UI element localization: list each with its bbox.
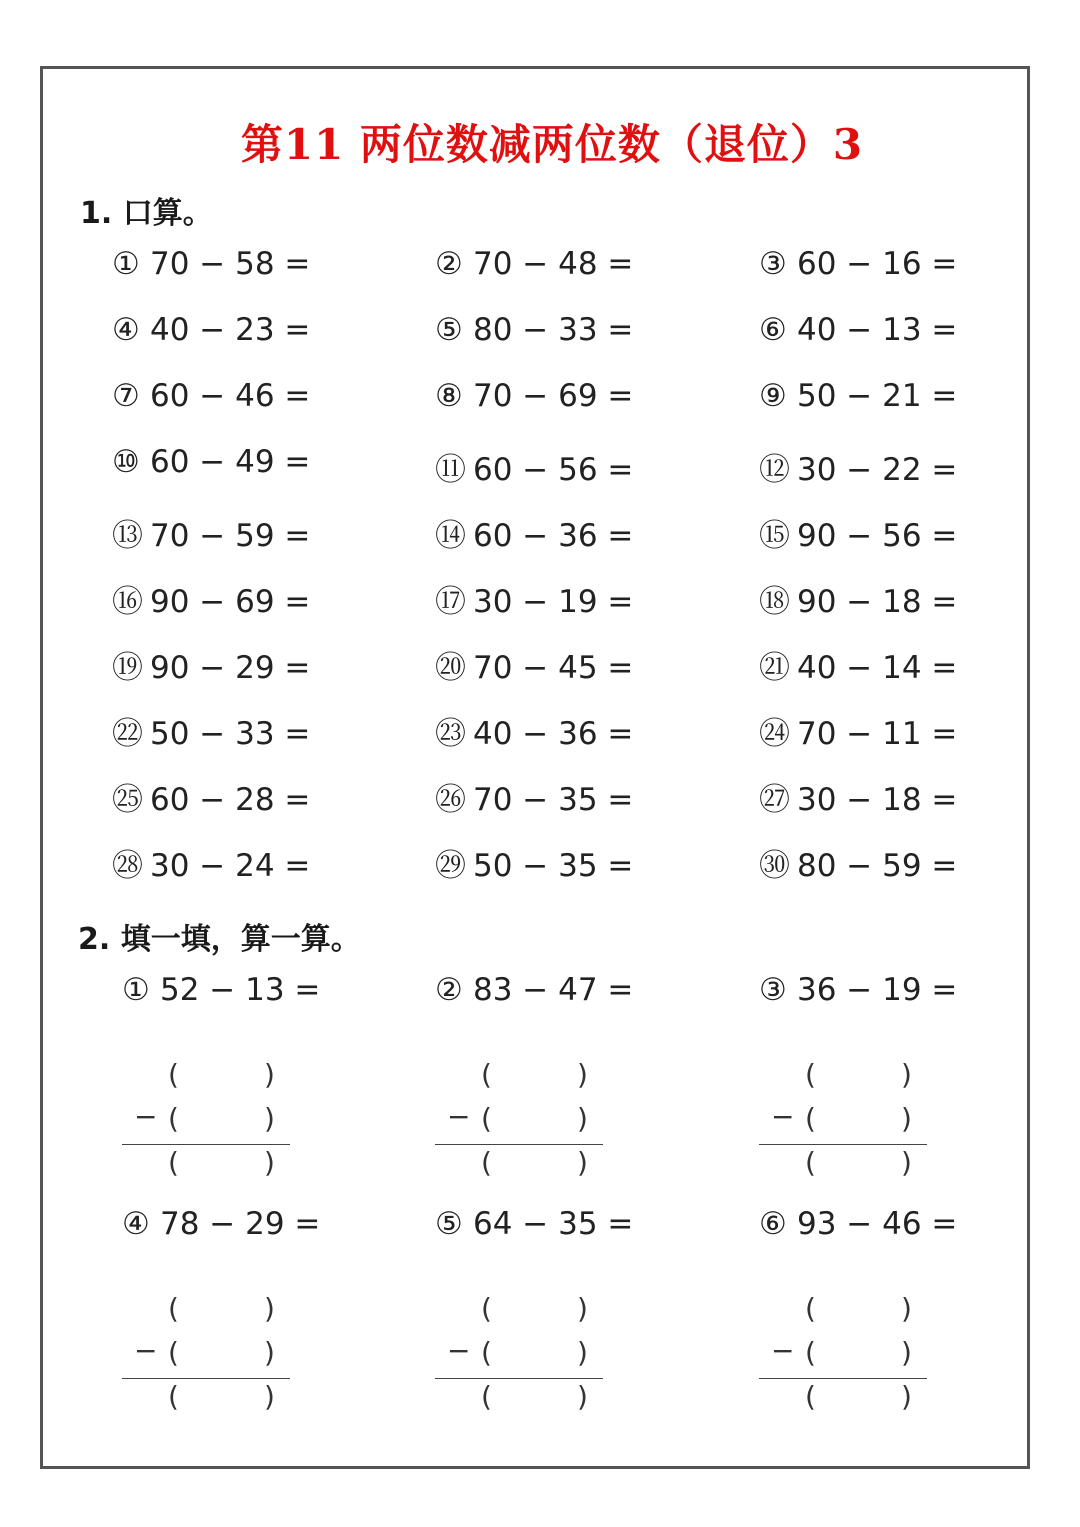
answer-blank-open[interactable]: (: [481, 1146, 492, 1179]
problem-expression: 60 − 49 =: [150, 444, 311, 480]
problem-number: ㉓: [435, 716, 466, 752]
oral-problem: [759, 510, 957, 555]
problem-number: ①: [122, 972, 150, 1008]
result-line: [435, 1144, 603, 1145]
oral-problem: [759, 774, 957, 819]
problem-expression: 70 − 69 =: [473, 378, 634, 414]
problem-number: ①: [112, 246, 140, 282]
fill-problem: [435, 972, 633, 1008]
problem-expression: 80 − 33 =: [473, 312, 634, 348]
problem-number: ⑦: [112, 378, 140, 414]
minus-sign: −: [447, 1334, 471, 1367]
answer-blank-close: ): [264, 1292, 275, 1325]
answer-blank-close: ): [264, 1102, 275, 1135]
answer-blank-open[interactable]: (: [481, 1102, 492, 1135]
answer-blank-open[interactable]: (: [805, 1380, 816, 1413]
problem-number: ㉘: [112, 848, 143, 884]
oral-problem: [435, 576, 633, 621]
minus-sign: −: [771, 1334, 795, 1367]
problem-expression: 40 − 36 =: [473, 716, 634, 752]
fill-problem: [122, 972, 320, 1008]
problem-number: ⑥: [759, 312, 787, 348]
problem-number: ⑥: [759, 1206, 787, 1242]
answer-blank-open[interactable]: (: [481, 1336, 492, 1369]
minus-sign: −: [447, 1100, 471, 1133]
problem-number: ⑱: [759, 584, 790, 620]
problem-expression: 70 − 58 =: [150, 246, 311, 282]
problem-number: ⑳: [435, 650, 466, 686]
problem-expression: 40 − 14 =: [797, 650, 958, 686]
answer-blank-close: ): [577, 1058, 588, 1091]
problem-number: ⑩: [112, 444, 140, 480]
problem-number: ㉔: [759, 716, 790, 752]
problem-expression: 60 − 56 =: [473, 452, 634, 488]
minus-sign: −: [134, 1334, 158, 1367]
problem-number: ③: [759, 246, 787, 282]
oral-problem: [435, 642, 633, 687]
answer-blank-close: ): [901, 1336, 912, 1369]
problem-expression: 90 − 56 =: [797, 518, 958, 554]
answer-blank-close: ): [901, 1102, 912, 1135]
problem-number: ㉒: [112, 716, 143, 752]
answer-blank-close: ): [901, 1058, 912, 1091]
answer-blank-close: ): [264, 1146, 275, 1179]
problem-number: ㉙: [435, 848, 466, 884]
oral-problem: [112, 510, 310, 555]
problem-expression: 40 − 23 =: [150, 312, 311, 348]
fill-problem: [759, 972, 957, 1008]
oral-problem: [759, 642, 957, 687]
problem-expression: 60 − 36 =: [473, 518, 634, 554]
vertical-subtraction-template: [435, 1058, 605, 1198]
problem-expression: 40 − 13 =: [797, 312, 958, 348]
problem-number: ⑪: [435, 452, 466, 488]
oral-problem: [112, 840, 310, 885]
oral-problem: [112, 708, 310, 753]
result-line: [435, 1378, 603, 1379]
oral-problem: [112, 246, 310, 282]
problem-number: ⑨: [759, 378, 787, 414]
oral-problem: [112, 444, 310, 480]
answer-blank-close: ): [901, 1380, 912, 1413]
problem-expression: 70 − 35 =: [473, 782, 634, 818]
problem-expression: 70 − 48 =: [473, 246, 634, 282]
problem-number: ②: [435, 246, 463, 282]
problem-expression: 30 − 24 =: [150, 848, 311, 884]
problem-number: ㉖: [435, 782, 466, 818]
result-line: [759, 1378, 927, 1379]
answer-blank-open[interactable]: (: [168, 1058, 179, 1091]
oral-problem: [435, 774, 633, 819]
answer-blank-close: ): [577, 1380, 588, 1413]
oral-problem: [435, 246, 633, 282]
problem-expression: 50 − 35 =: [473, 848, 634, 884]
oral-problem: [759, 378, 957, 414]
problem-expression: 30 − 19 =: [473, 584, 634, 620]
problem-expression: 90 − 18 =: [797, 584, 958, 620]
vertical-subtraction-template: [759, 1058, 929, 1198]
problem-expression: 30 − 18 =: [797, 782, 958, 818]
answer-blank-close: ): [577, 1336, 588, 1369]
problem-number: ⑲: [112, 650, 143, 686]
oral-problem: [112, 576, 310, 621]
oral-problem: [435, 840, 633, 885]
problem-number: ⑤: [435, 312, 463, 348]
oral-problem: [435, 708, 633, 753]
problem-expression: 36 − 19 =: [797, 972, 958, 1008]
problem-expression: 90 − 29 =: [150, 650, 311, 686]
answer-blank-open[interactable]: (: [481, 1292, 492, 1325]
answer-blank-close: ): [901, 1146, 912, 1179]
problem-number: ㉕: [112, 782, 143, 818]
answer-blank-close: ): [577, 1146, 588, 1179]
answer-blank-close: ): [577, 1102, 588, 1135]
result-line: [122, 1378, 290, 1379]
minus-sign: −: [771, 1100, 795, 1133]
vertical-subtraction-template: [122, 1058, 292, 1198]
oral-problem: [112, 642, 310, 687]
vertical-subtraction-template: [435, 1292, 605, 1432]
answer-blank-open[interactable]: (: [481, 1380, 492, 1413]
problem-number: ⑬: [112, 518, 143, 554]
oral-problem: [759, 312, 957, 348]
vertical-subtraction-template: [122, 1292, 292, 1432]
problem-number: ㉑: [759, 650, 790, 686]
answer-blank-open[interactable]: (: [481, 1058, 492, 1091]
problem-expression: 52 − 13 =: [160, 972, 321, 1008]
answer-blank-open[interactable]: (: [168, 1292, 179, 1325]
answer-blank-close: ): [264, 1058, 275, 1091]
oral-problem: [112, 312, 310, 348]
page-title: 第11 两位数减两位数（退位）3: [240, 120, 864, 169]
problem-expression: 60 − 16 =: [797, 246, 958, 282]
answer-blank-open[interactable]: (: [805, 1292, 816, 1325]
problem-number: ⑭: [435, 518, 466, 554]
answer-blank-open[interactable]: (: [168, 1336, 179, 1369]
problem-expression: 80 − 59 =: [797, 848, 958, 884]
problem-number: ②: [435, 972, 463, 1008]
problem-expression: 70 − 59 =: [150, 518, 311, 554]
result-line: [759, 1144, 927, 1145]
answer-blank-open[interactable]: (: [805, 1336, 816, 1369]
oral-problem: [759, 246, 957, 282]
oral-problem: [112, 774, 310, 819]
answer-blank-close: ): [264, 1336, 275, 1369]
problem-expression: 70 − 45 =: [473, 650, 634, 686]
problem-expression: 93 − 46 =: [797, 1206, 958, 1242]
result-line: [122, 1144, 290, 1145]
problem-expression: 50 − 33 =: [150, 716, 311, 752]
oral-problem: [435, 510, 633, 555]
problem-expression: 60 − 28 =: [150, 782, 311, 818]
answer-blank-open[interactable]: (: [168, 1146, 179, 1179]
oral-problem: [112, 378, 310, 414]
answer-blank-open[interactable]: (: [168, 1102, 179, 1135]
answer-blank-close: ): [901, 1292, 912, 1325]
problem-number: ⑫: [759, 452, 790, 488]
problem-number: ④: [112, 312, 140, 348]
section1-label: 1. 口算。: [80, 196, 213, 231]
problem-expression: 83 − 47 =: [473, 972, 634, 1008]
problem-number: ㉚: [759, 848, 790, 884]
problem-expression: 60 − 46 =: [150, 378, 311, 414]
problem-expression: 50 − 21 =: [797, 378, 958, 414]
problem-number: ④: [122, 1206, 150, 1242]
answer-blank-open[interactable]: (: [805, 1146, 816, 1179]
answer-blank-close: ): [577, 1292, 588, 1325]
problem-number: ⑧: [435, 378, 463, 414]
problem-expression: 70 − 11 =: [797, 716, 958, 752]
answer-blank-open[interactable]: (: [805, 1058, 816, 1091]
problem-expression: 64 − 35 =: [473, 1206, 634, 1242]
answer-blank-open[interactable]: (: [805, 1102, 816, 1135]
problem-number: ㉗: [759, 782, 790, 818]
fill-problem: [122, 1206, 320, 1242]
oral-problem: [759, 708, 957, 753]
oral-problem: [759, 840, 957, 885]
problem-expression: 78 − 29 =: [160, 1206, 321, 1242]
problem-expression: 30 − 22 =: [797, 452, 958, 488]
oral-problem: [759, 576, 957, 621]
fill-problem: [435, 1206, 633, 1242]
problem-number: ⑮: [759, 518, 790, 554]
vertical-subtraction-template: [759, 1292, 929, 1432]
answer-blank-open[interactable]: (: [168, 1380, 179, 1413]
section2-label: 2. 填一填，算一算。: [78, 922, 361, 957]
problem-expression: 90 − 69 =: [150, 584, 311, 620]
fill-problem: [759, 1206, 957, 1242]
oral-problem: [759, 444, 957, 489]
problem-number: ⑤: [435, 1206, 463, 1242]
oral-problem: [435, 444, 633, 489]
oral-problem: [435, 378, 633, 414]
problem-number: ③: [759, 972, 787, 1008]
oral-problem: [435, 312, 633, 348]
answer-blank-close: ): [264, 1380, 275, 1413]
problem-number: ⑯: [112, 584, 143, 620]
minus-sign: −: [134, 1100, 158, 1133]
problem-number: ⑰: [435, 584, 466, 620]
